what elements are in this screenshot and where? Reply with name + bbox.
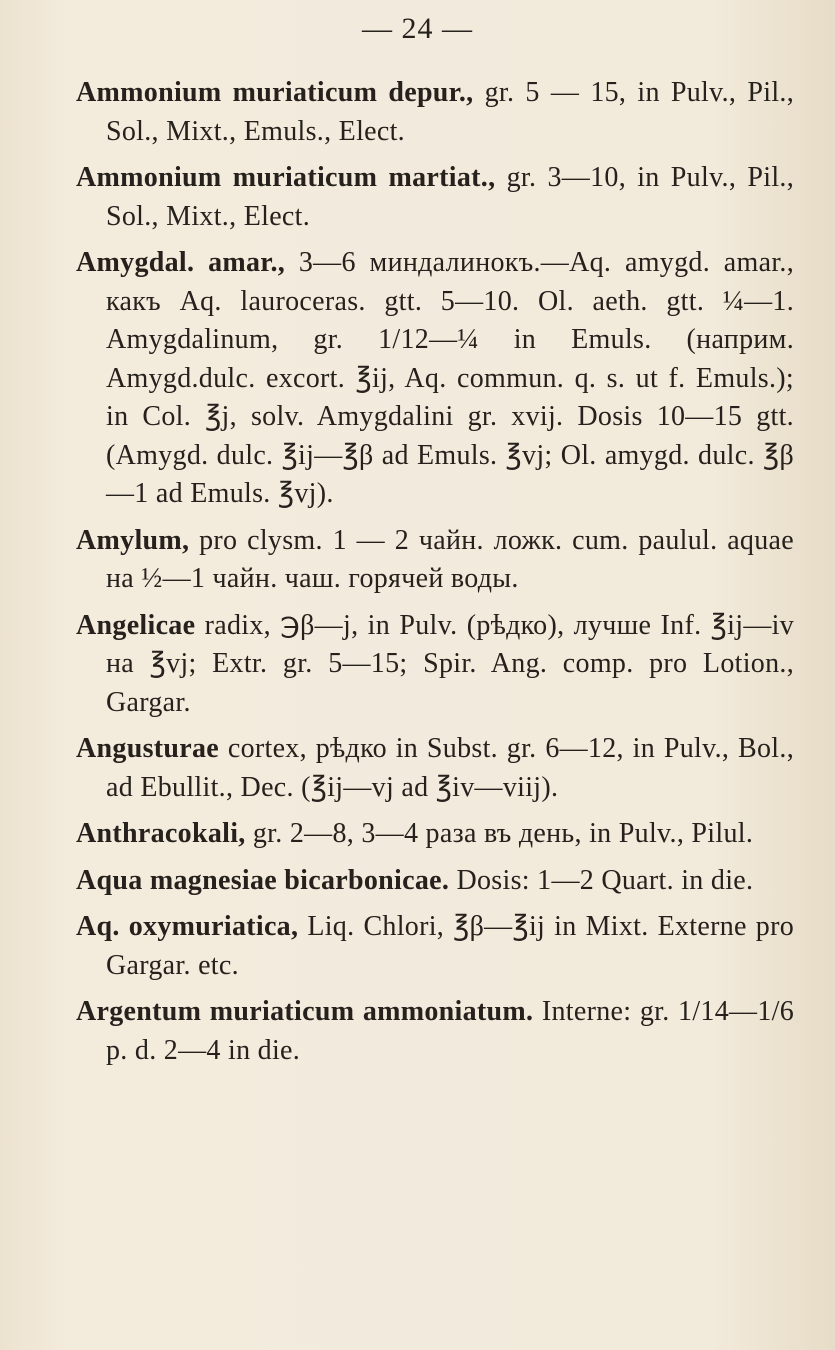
entry-text: Liq. Chlori, ℥β—℥ij in Mixt. Externe pro Gargar. etc. (106, 911, 795, 981)
entry-headword: Ammonium muriaticum martiat., (76, 162, 496, 193)
entry-text: Dosis: 1—2 Quart. in die. (449, 864, 754, 896)
entry-headword: Ammonium muriaticum depur., (76, 77, 474, 108)
entry-text: cortex, рѣдко in Subst. gr. 6—12, in Pulv., Bol., ad Ebullit., Dec. (℥ij—vj ad ℥iv—viij). (106, 733, 794, 803)
entry-amylum (76, 522, 794, 599)
entry-text: 3—6 миндалинокъ.—Aq. amygd. amar., какъ Aq. lauroceras. gtt. 5—10. Ol. aeth. gtt. ¼—1. Amygdalinum, gr. 1/12—¼ in Emuls. (наприм. Amygd.dulc. excort. ℥ij, Aq. commun. q. s. ut f. Emuls.); in Col. ℥j, solv. Amygdalini gr. xvij. Dosis 10—15 gtt. (Amygd. dulc. ℥ij—℥β ad Emuls. ℥vj; Ol. amygd. dulc. ℥β—1 ad Emuls. ℥vj). (106, 247, 795, 509)
page-number: — 24 — (362, 12, 473, 45)
entry-angelicae (76, 607, 794, 723)
entry-anthracokali (76, 815, 794, 854)
entry-aq-oxymuriatica (76, 908, 794, 985)
entry-ammonium-depur (76, 74, 794, 151)
entry-headword: Angusturae (76, 733, 220, 764)
entry-headword: Aq. oxymuriatica, (76, 911, 299, 942)
entry-headword: Amylum, (76, 524, 190, 556)
entry-text: gr. 5 — 15, in Pulv., Pil., Sol., Mixt., Emuls., Elect. (106, 77, 794, 147)
entry-headword: Amygdal. amar., (76, 247, 286, 278)
entry-text: radix, ℈β—j, in Pulv. (рѣдко), лучше Inf. ℥ij—iv на ℥vj; Extr. gr. 5—15; Spir. Ang. comp. pro Lotion., Gargar. (106, 609, 794, 718)
entry-headword: Argentum muriaticum ammoniatum. (76, 996, 534, 1027)
entry-headword: Anthracokali, (76, 818, 246, 849)
entry-text: Interne: gr. 1/14—1/6 p. d. 2—4 in die. (106, 996, 794, 1066)
entry-ammonium-martiat (76, 159, 794, 236)
entry-text: pro clysm. 1 — 2 чайн. ложк. cum. paulul. aquae на ½—1 чайн. чаш. горячей воды. (106, 524, 794, 594)
entry-amygdal (76, 244, 794, 514)
entries-list (76, 74, 794, 1078)
entry-headword: Angelicae (76, 609, 196, 641)
entry-aqua-magnesiae (76, 862, 794, 901)
entry-headword: Aqua magnesiae bicarbonicae. (76, 864, 450, 896)
entry-argentum (76, 993, 794, 1070)
entry-text: gr. 2—8, 3—4 раза въ день, in Pulv., Pilul. (245, 818, 754, 849)
entry-angusturae (76, 730, 794, 807)
entry-text: gr. 3—10, in Pulv., Pil., Sol., Mixt., Elect. (106, 162, 794, 232)
